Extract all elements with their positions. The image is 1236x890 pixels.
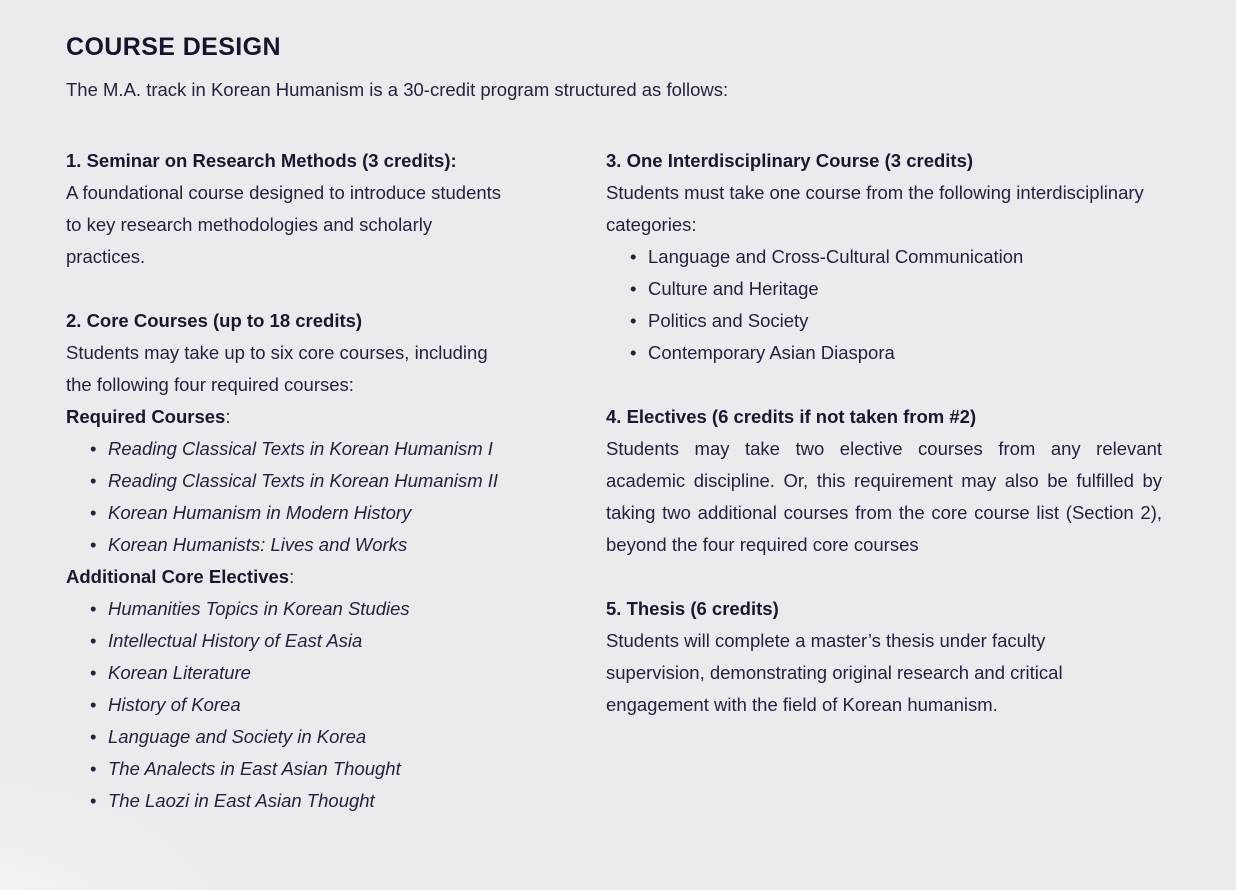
section-electives-heading: 4. Electives (6 credits if not taken from #2) bbox=[606, 406, 977, 427]
required-courses-label bbox=[66, 401, 606, 433]
core-electives-label bbox=[66, 561, 606, 593]
list-item: • Korean Literature bbox=[90, 657, 606, 689]
section-core-heading: 2. Core Courses (up to 18 credits) bbox=[66, 310, 363, 331]
list-item: • Reading Classical Texts in Korean Humanism II bbox=[90, 465, 606, 497]
core-electives-label-colon: : bbox=[289, 566, 295, 587]
list-item: • Reading Classical Texts in Korean Humanism I bbox=[90, 433, 606, 465]
section-interdisciplinary-heading: 3. One Interdisciplinary Course (3 credits) bbox=[606, 150, 974, 171]
left-column bbox=[66, 145, 606, 817]
section-thesis-heading: 5. Thesis (6 credits) bbox=[606, 598, 779, 619]
section-seminar-body: A foundational course designed to introduce students to key research methodologies and scholarly practices. bbox=[66, 182, 502, 267]
section-electives-body: Students may take two elective courses from any relevant academic discipline. Or, this requirement may also be fulfilled by taking two additional courses from the core course list (Section 2), beyond the four required core courses bbox=[606, 438, 1162, 555]
section-thesis bbox=[606, 593, 1162, 721]
section-interdisciplinary-body: Students must take one course from the following interdisciplinary categories: bbox=[606, 182, 1144, 235]
required-courses-label-bold: Required Courses bbox=[66, 406, 226, 427]
list-item: • Politics and Society bbox=[630, 305, 1162, 337]
list-item: • Culture and Heritage bbox=[630, 273, 1162, 305]
list-item: • Language and Society in Korea bbox=[90, 721, 606, 753]
section-interdisciplinary bbox=[606, 145, 1162, 369]
list-item: • Language and Cross-Cultural Communication bbox=[630, 241, 1162, 273]
right-column bbox=[606, 145, 1162, 721]
list-item: • The Laozi in East Asian Thought bbox=[90, 785, 606, 817]
required-courses-list bbox=[66, 433, 606, 561]
list-item: • The Analects in East Asian Thought bbox=[90, 753, 606, 785]
required-courses-label-colon: : bbox=[225, 406, 231, 427]
section-core-body: Students may take up to six core courses, including the following four required courses: bbox=[66, 342, 488, 395]
core-electives-list bbox=[66, 593, 606, 817]
list-item: • Korean Humanists: Lives and Works bbox=[90, 529, 606, 561]
section-thesis-body: Students will complete a master’s thesis under faculty supervision, demonstrating original research and critical engagement with the field of Korean humanism. bbox=[606, 630, 1063, 715]
list-item: • Korean Humanism in Modern History bbox=[90, 497, 606, 529]
section-seminar bbox=[66, 145, 606, 273]
section-seminar-heading: 1. Seminar on Research Methods (3 credits): bbox=[66, 150, 457, 171]
list-item: • Contemporary Asian Diaspora bbox=[630, 337, 1162, 369]
page-title: COURSE DESIGN bbox=[66, 33, 281, 61]
interdisciplinary-categories-list bbox=[606, 241, 1162, 369]
list-item: • History of Korea bbox=[90, 689, 606, 721]
list-item: • Intellectual History of East Asia bbox=[90, 625, 606, 657]
section-electives bbox=[606, 401, 1162, 561]
core-electives-label-bold: Additional Core Electives bbox=[66, 566, 290, 587]
list-item: • Humanities Topics in Korean Studies bbox=[90, 593, 606, 625]
section-core-courses bbox=[66, 305, 606, 817]
intro-text: The M.A. track in Korean Humanism is a 30-credit program structured as follows: bbox=[66, 79, 729, 100]
two-column-layout bbox=[66, 145, 1162, 817]
